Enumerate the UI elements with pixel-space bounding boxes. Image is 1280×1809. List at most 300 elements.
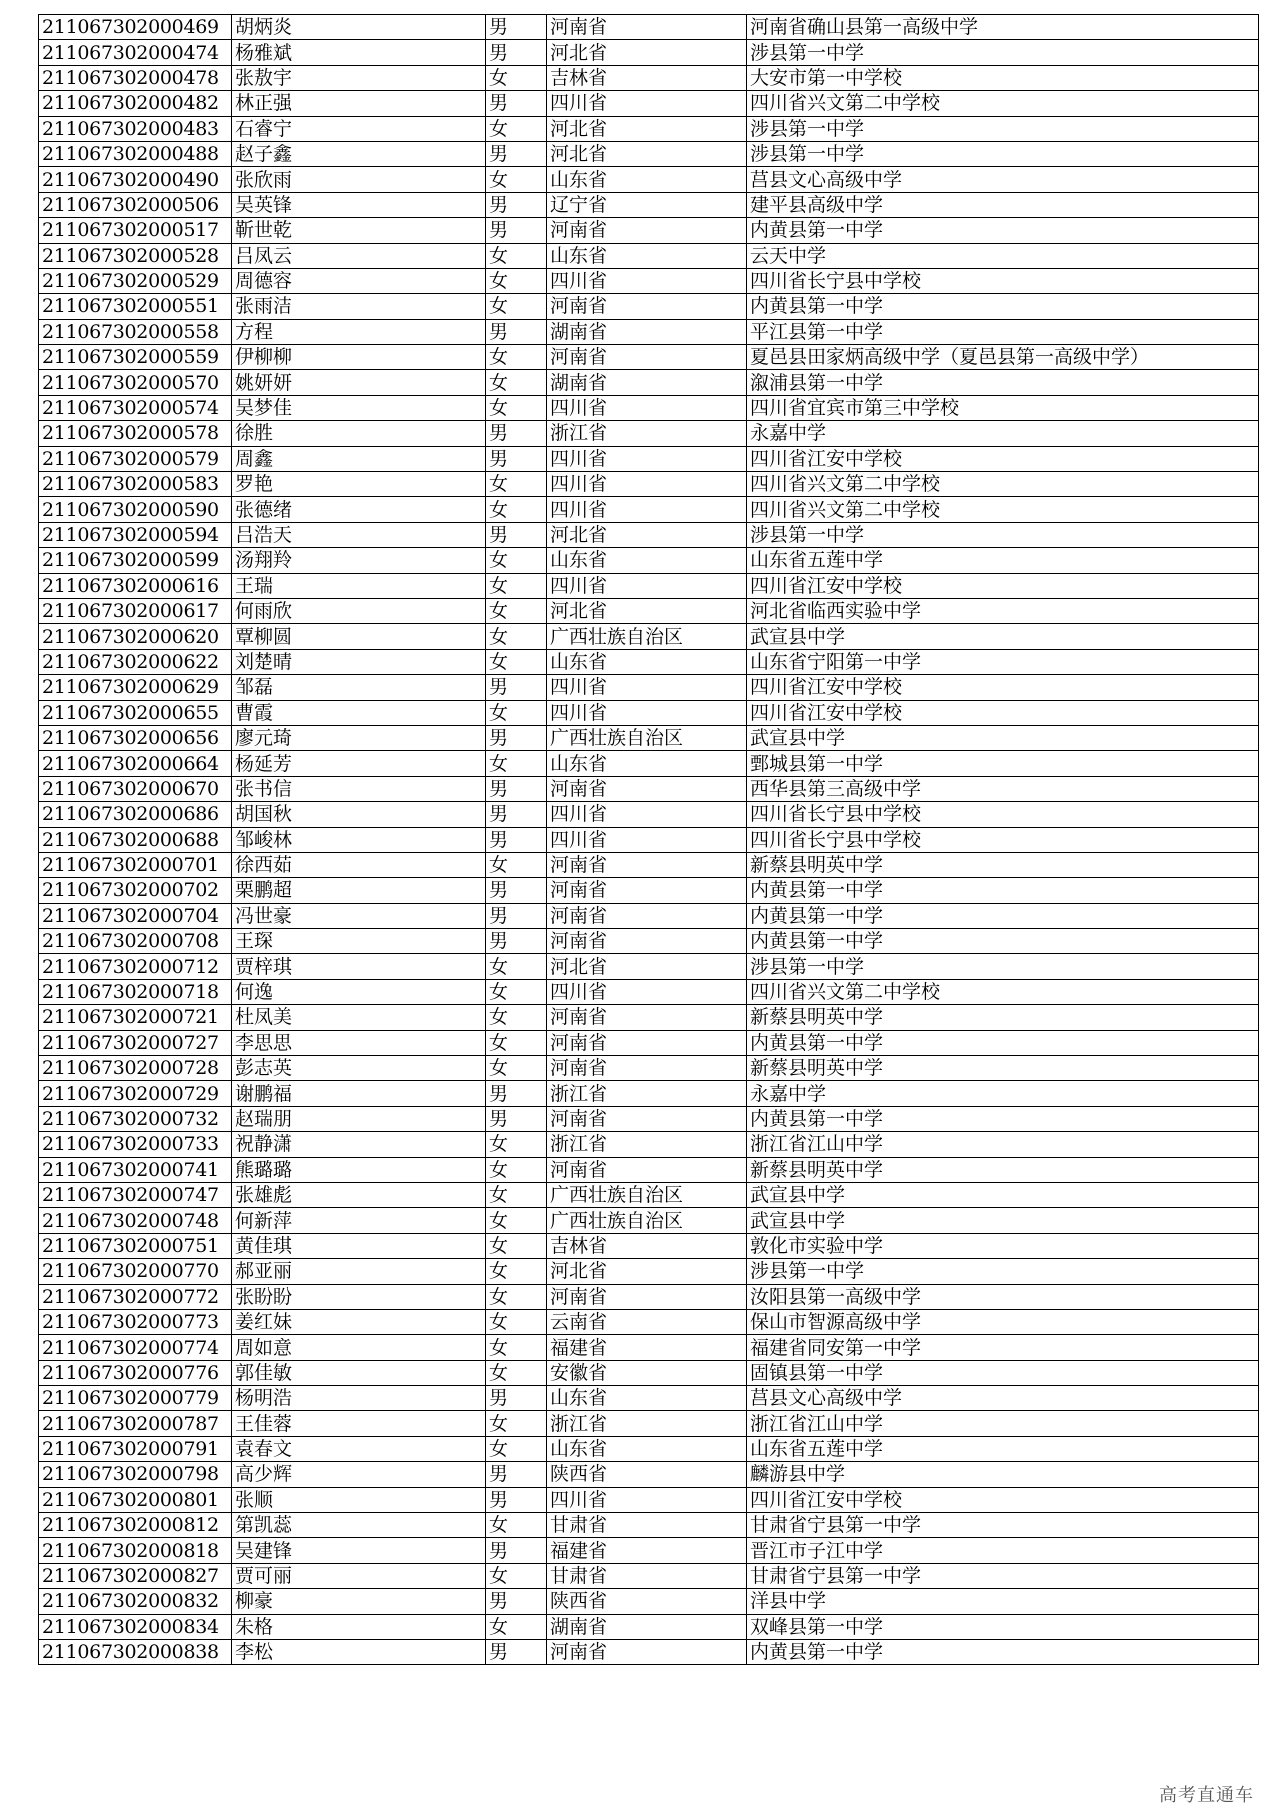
table-row: [39, 1487, 1259, 1512]
student-id-cell: 211067302000574: [39, 395, 232, 420]
school-cell: 四川省长宁县中学校: [747, 827, 1259, 852]
gender-cell: 男: [486, 192, 547, 217]
student-id-cell: 211067302000529: [39, 268, 232, 293]
school-cell: 四川省兴文第二中学校: [747, 472, 1259, 497]
name-cell: 袁春文: [232, 1436, 486, 1461]
student-id-cell: 211067302000559: [39, 345, 232, 370]
name-cell: 郭佳敏: [232, 1360, 486, 1385]
table-row: [39, 776, 1259, 801]
table-row: [39, 522, 1259, 547]
table-row: [39, 1589, 1259, 1614]
table-row: [39, 954, 1259, 979]
student-id-cell: 211067302000718: [39, 979, 232, 1004]
gender-cell: 男: [486, 218, 547, 243]
table-row: [39, 929, 1259, 954]
student-id-cell: 211067302000791: [39, 1436, 232, 1461]
gender-cell: 女: [486, 345, 547, 370]
student-id-cell: 211067302000773: [39, 1309, 232, 1334]
school-cell: 永嘉中学: [747, 1081, 1259, 1106]
school-cell: 四川省兴文第二中学校: [747, 497, 1259, 522]
name-cell: 柳豪: [232, 1589, 486, 1614]
student-id-cell: 211067302000741: [39, 1157, 232, 1182]
name-cell: 杨延芳: [232, 751, 486, 776]
gender-cell: 女: [486, 979, 547, 1004]
school-cell: 平江县第一中学: [747, 319, 1259, 344]
student-id-cell: 211067302000594: [39, 522, 232, 547]
name-cell: 第凯蕊: [232, 1513, 486, 1538]
school-cell: 汝阳县第一高级中学: [747, 1284, 1259, 1309]
province-cell: 河南省: [547, 15, 747, 40]
gender-cell: 女: [486, 472, 547, 497]
table-row: [39, 1462, 1259, 1487]
gender-cell: 女: [486, 624, 547, 649]
name-cell: 彭志英: [232, 1056, 486, 1081]
school-cell: 内黄县第一中学: [747, 929, 1259, 954]
gender-cell: 女: [486, 1309, 547, 1334]
name-cell: 林正强: [232, 91, 486, 116]
gender-cell: 女: [486, 598, 547, 623]
name-cell: 杜凤美: [232, 1005, 486, 1030]
school-cell: 四川省长宁县中学校: [747, 268, 1259, 293]
province-cell: 河南省: [547, 776, 747, 801]
province-cell: 四川省: [547, 472, 747, 497]
student-id-cell: 211067302000629: [39, 675, 232, 700]
gender-cell: 男: [486, 1081, 547, 1106]
table-row: [39, 1309, 1259, 1334]
table-row: [39, 192, 1259, 217]
table-row: [39, 141, 1259, 166]
school-cell: 内黄县第一中学: [747, 1106, 1259, 1131]
province-cell: 四川省: [547, 573, 747, 598]
province-cell: 河北省: [547, 116, 747, 141]
table-row: [39, 40, 1259, 65]
table-row: [39, 1640, 1259, 1665]
school-cell: 山东省五莲中学: [747, 548, 1259, 573]
gender-cell: 女: [486, 1614, 547, 1639]
province-cell: 四川省: [547, 700, 747, 725]
school-cell: 甘肃省宁县第一中学: [747, 1563, 1259, 1588]
province-cell: 云南省: [547, 1309, 747, 1334]
gender-cell: 女: [486, 116, 547, 141]
student-id-cell: 211067302000832: [39, 1589, 232, 1614]
table-row: [39, 1030, 1259, 1055]
student-id-cell: 211067302000748: [39, 1208, 232, 1233]
gender-cell: 女: [486, 1208, 547, 1233]
province-cell: 浙江省: [547, 421, 747, 446]
province-cell: 河南省: [547, 903, 747, 928]
gender-cell: 男: [486, 522, 547, 547]
student-id-cell: 211067302000827: [39, 1563, 232, 1588]
school-cell: 四川省兴文第二中学校: [747, 979, 1259, 1004]
name-cell: 汤翔羚: [232, 548, 486, 573]
student-id-cell: 211067302000779: [39, 1386, 232, 1411]
school-cell: 涉县第一中学: [747, 1259, 1259, 1284]
province-cell: 河北省: [547, 954, 747, 979]
name-cell: 杨明浩: [232, 1386, 486, 1411]
gender-cell: 女: [486, 1513, 547, 1538]
table-row: [39, 497, 1259, 522]
student-id-cell: 211067302000488: [39, 141, 232, 166]
school-cell: 河南省确山县第一高级中学: [747, 15, 1259, 40]
province-cell: 河南省: [547, 1640, 747, 1665]
student-id-cell: 211067302000733: [39, 1132, 232, 1157]
province-cell: 四川省: [547, 827, 747, 852]
province-cell: 四川省: [547, 91, 747, 116]
province-cell: 福建省: [547, 1335, 747, 1360]
province-cell: 辽宁省: [547, 192, 747, 217]
gender-cell: 男: [486, 903, 547, 928]
school-cell: 双峰县第一中学: [747, 1614, 1259, 1639]
school-cell: 大安市第一中学校: [747, 65, 1259, 90]
table-row: [39, 1614, 1259, 1639]
school-cell: 四川省江安中学校: [747, 675, 1259, 700]
province-cell: 山东省: [547, 649, 747, 674]
name-cell: 罗艳: [232, 472, 486, 497]
student-id-cell: 211067302000490: [39, 167, 232, 192]
province-cell: 山东省: [547, 167, 747, 192]
school-cell: 四川省长宁县中学校: [747, 802, 1259, 827]
province-cell: 广西壮族自治区: [547, 1182, 747, 1207]
province-cell: 河北省: [547, 1259, 747, 1284]
province-cell: 浙江省: [547, 1132, 747, 1157]
student-id-cell: 211067302000708: [39, 929, 232, 954]
province-cell: 四川省: [547, 446, 747, 471]
student-id-cell: 211067302000617: [39, 598, 232, 623]
name-cell: 胡炳炎: [232, 15, 486, 40]
province-cell: 吉林省: [547, 65, 747, 90]
province-cell: 河南省: [547, 345, 747, 370]
table-row: [39, 15, 1259, 40]
name-cell: 覃柳圆: [232, 624, 486, 649]
student-id-cell: 211067302000798: [39, 1462, 232, 1487]
gender-cell: 女: [486, 243, 547, 268]
province-cell: 四川省: [547, 979, 747, 1004]
province-cell: 湖南省: [547, 370, 747, 395]
school-cell: 涉县第一中学: [747, 116, 1259, 141]
student-id-cell: 211067302000774: [39, 1335, 232, 1360]
school-cell: 云天中学: [747, 243, 1259, 268]
name-cell: 朱格: [232, 1614, 486, 1639]
province-cell: 广西壮族自治区: [547, 624, 747, 649]
student-id-cell: 211067302000751: [39, 1233, 232, 1258]
school-cell: 甘肃省宁县第一中学: [747, 1513, 1259, 1538]
student-id-cell: 211067302000701: [39, 852, 232, 877]
student-id-cell: 211067302000506: [39, 192, 232, 217]
student-id-cell: 211067302000787: [39, 1411, 232, 1436]
student-id-cell: 211067302000656: [39, 725, 232, 750]
table-row: [39, 65, 1259, 90]
student-id-cell: 211067302000812: [39, 1513, 232, 1538]
province-cell: 四川省: [547, 1487, 747, 1512]
province-cell: 湖南省: [547, 1614, 747, 1639]
gender-cell: 男: [486, 878, 547, 903]
table-row: [39, 370, 1259, 395]
school-cell: 山东省宁阳第一中学: [747, 649, 1259, 674]
school-cell: 夏邑县田家炳高级中学（夏邑县第一高级中学）: [747, 345, 1259, 370]
province-cell: 河南省: [547, 1030, 747, 1055]
name-cell: 吴建锋: [232, 1538, 486, 1563]
name-cell: 方程: [232, 319, 486, 344]
table-row: [39, 446, 1259, 471]
province-cell: 四川省: [547, 802, 747, 827]
name-cell: 黄佳琪: [232, 1233, 486, 1258]
table-row: [39, 700, 1259, 725]
school-cell: 鄄城县第一中学: [747, 751, 1259, 776]
name-cell: 廖元琦: [232, 725, 486, 750]
student-id-cell: 211067302000622: [39, 649, 232, 674]
gender-cell: 女: [486, 1436, 547, 1461]
school-cell: 浙江省江山中学: [747, 1411, 1259, 1436]
table-row: [39, 472, 1259, 497]
province-cell: 河北省: [547, 40, 747, 65]
table-row: [39, 1513, 1259, 1538]
school-cell: 西华县第三高级中学: [747, 776, 1259, 801]
name-cell: 邹磊: [232, 675, 486, 700]
table-row: [39, 852, 1259, 877]
table-row: [39, 1284, 1259, 1309]
gender-cell: 女: [486, 294, 547, 319]
name-cell: 伊柳柳: [232, 345, 486, 370]
province-cell: 河南省: [547, 1005, 747, 1030]
gender-cell: 男: [486, 675, 547, 700]
school-cell: 麟游县中学: [747, 1462, 1259, 1487]
gender-cell: 女: [486, 1056, 547, 1081]
student-id-cell: 211067302000704: [39, 903, 232, 928]
name-cell: 何逸: [232, 979, 486, 1004]
student-id-cell: 211067302000478: [39, 65, 232, 90]
table-row: [39, 624, 1259, 649]
student-id-cell: 211067302000818: [39, 1538, 232, 1563]
gender-cell: 男: [486, 421, 547, 446]
province-cell: 河北省: [547, 141, 747, 166]
province-cell: 山东省: [547, 548, 747, 573]
gender-cell: 女: [486, 1411, 547, 1436]
student-id-cell: 211067302000590: [39, 497, 232, 522]
province-cell: 广西壮族自治区: [547, 725, 747, 750]
student-id-cell: 211067302000579: [39, 446, 232, 471]
gender-cell: 男: [486, 1589, 547, 1614]
name-cell: 刘楚晴: [232, 649, 486, 674]
gender-cell: 女: [486, 1132, 547, 1157]
table-row: [39, 421, 1259, 446]
gender-cell: 女: [486, 573, 547, 598]
student-id-cell: 211067302000686: [39, 802, 232, 827]
name-cell: 高少辉: [232, 1462, 486, 1487]
table-row: [39, 1335, 1259, 1360]
gender-cell: 男: [486, 802, 547, 827]
name-cell: 冯世豪: [232, 903, 486, 928]
province-cell: 河南省: [547, 878, 747, 903]
gender-cell: 女: [486, 65, 547, 90]
table-row: [39, 903, 1259, 928]
school-cell: 新蔡县明英中学: [747, 1157, 1259, 1182]
gender-cell: 男: [486, 91, 547, 116]
name-cell: 张盼盼: [232, 1284, 486, 1309]
table-row: [39, 878, 1259, 903]
name-cell: 张雨洁: [232, 294, 486, 319]
gender-cell: 男: [486, 319, 547, 344]
school-cell: 涉县第一中学: [747, 40, 1259, 65]
table-row: [39, 827, 1259, 852]
gender-cell: 男: [486, 1386, 547, 1411]
table-row: [39, 1056, 1259, 1081]
province-cell: 甘肃省: [547, 1563, 747, 1588]
name-cell: 曹霞: [232, 700, 486, 725]
student-id-cell: 211067302000838: [39, 1640, 232, 1665]
student-id-cell: 211067302000712: [39, 954, 232, 979]
name-cell: 姜红妹: [232, 1309, 486, 1334]
table-row: [39, 751, 1259, 776]
gender-cell: 女: [486, 395, 547, 420]
gender-cell: 男: [486, 1538, 547, 1563]
table-row: [39, 1411, 1259, 1436]
school-cell: 涉县第一中学: [747, 141, 1259, 166]
student-id-cell: 211067302000721: [39, 1005, 232, 1030]
province-cell: 四川省: [547, 675, 747, 700]
gender-cell: 女: [486, 852, 547, 877]
table-row: [39, 675, 1259, 700]
gender-cell: 女: [486, 1233, 547, 1258]
name-cell: 胡国秋: [232, 802, 486, 827]
gender-cell: 女: [486, 167, 547, 192]
school-cell: 溆浦县第一中学: [747, 370, 1259, 395]
table-row: [39, 598, 1259, 623]
province-cell: 陕西省: [547, 1589, 747, 1614]
watermark: 高考直通车: [1159, 1785, 1254, 1806]
name-cell: 张敖宇: [232, 65, 486, 90]
school-cell: 建平县高级中学: [747, 192, 1259, 217]
gender-cell: 男: [486, 141, 547, 166]
province-cell: 河南省: [547, 852, 747, 877]
name-cell: 熊璐璐: [232, 1157, 486, 1182]
name-cell: 周鑫: [232, 446, 486, 471]
table-row: [39, 268, 1259, 293]
province-cell: 广西壮族自治区: [547, 1208, 747, 1233]
school-cell: 武宣县中学: [747, 725, 1259, 750]
school-cell: 武宣县中学: [747, 1208, 1259, 1233]
name-cell: 赵瑞朋: [232, 1106, 486, 1131]
school-cell: 四川省兴文第二中学校: [747, 91, 1259, 116]
student-id-cell: 211067302000776: [39, 1360, 232, 1385]
student-id-cell: 211067302000599: [39, 548, 232, 573]
student-id-cell: 211067302000728: [39, 1056, 232, 1081]
name-cell: 张书信: [232, 776, 486, 801]
gender-cell: 女: [486, 1259, 547, 1284]
gender-cell: 男: [486, 929, 547, 954]
name-cell: 姚妍妍: [232, 370, 486, 395]
school-cell: 内黄县第一中学: [747, 903, 1259, 928]
gender-cell: 女: [486, 370, 547, 395]
province-cell: 安徽省: [547, 1360, 747, 1385]
name-cell: 王佳蓉: [232, 1411, 486, 1436]
student-id-cell: 211067302000474: [39, 40, 232, 65]
province-cell: 河北省: [547, 598, 747, 623]
gender-cell: 女: [486, 1563, 547, 1588]
gender-cell: 男: [486, 446, 547, 471]
school-cell: 武宣县中学: [747, 624, 1259, 649]
table-row: [39, 345, 1259, 370]
table-row: [39, 725, 1259, 750]
table-row: [39, 1106, 1259, 1131]
student-id-cell: 211067302000469: [39, 15, 232, 40]
student-id-cell: 211067302000570: [39, 370, 232, 395]
name-cell: 周德容: [232, 268, 486, 293]
student-id-cell: 211067302000517: [39, 218, 232, 243]
table-row: [39, 91, 1259, 116]
table-row: [39, 1436, 1259, 1461]
school-cell: 晋江市子江中学: [747, 1538, 1259, 1563]
gender-cell: 女: [486, 1157, 547, 1182]
student-id-cell: 211067302000727: [39, 1030, 232, 1055]
table-row: [39, 395, 1259, 420]
name-cell: 吕凤云: [232, 243, 486, 268]
province-cell: 河南省: [547, 1056, 747, 1081]
province-cell: 河南省: [547, 1284, 747, 1309]
gender-cell: 女: [486, 649, 547, 674]
province-cell: 四川省: [547, 395, 747, 420]
table-row: [39, 548, 1259, 573]
name-cell: 贾梓琪: [232, 954, 486, 979]
province-cell: 山东省: [547, 751, 747, 776]
name-cell: 靳世乾: [232, 218, 486, 243]
gender-cell: 男: [486, 1640, 547, 1665]
school-cell: 四川省江安中学校: [747, 700, 1259, 725]
name-cell: 祝静潇: [232, 1132, 486, 1157]
school-cell: 洋县中学: [747, 1589, 1259, 1614]
table-row: [39, 1182, 1259, 1207]
name-cell: 何雨欣: [232, 598, 486, 623]
school-cell: 新蔡县明英中学: [747, 1005, 1259, 1030]
school-cell: 河北省临西实验中学: [747, 598, 1259, 623]
name-cell: 吕浩天: [232, 522, 486, 547]
school-cell: 涉县第一中学: [747, 522, 1259, 547]
gender-cell: 女: [486, 1360, 547, 1385]
name-cell: 贾可丽: [232, 1563, 486, 1588]
province-cell: 河南省: [547, 294, 747, 319]
student-id-cell: 211067302000732: [39, 1106, 232, 1131]
name-cell: 谢鹏福: [232, 1081, 486, 1106]
table-row: [39, 218, 1259, 243]
gender-cell: 男: [486, 725, 547, 750]
school-cell: 福建省同安第一中学: [747, 1335, 1259, 1360]
province-cell: 山东省: [547, 1386, 747, 1411]
student-id-cell: 211067302000729: [39, 1081, 232, 1106]
school-cell: 莒县文心高级中学: [747, 1386, 1259, 1411]
school-cell: 涉县第一中学: [747, 954, 1259, 979]
table-row: [39, 979, 1259, 1004]
province-cell: 山东省: [547, 243, 747, 268]
name-cell: 吴英锋: [232, 192, 486, 217]
student-id-cell: 211067302000551: [39, 294, 232, 319]
school-cell: 新蔡县明英中学: [747, 852, 1259, 877]
school-cell: 内黄县第一中学: [747, 878, 1259, 903]
student-id-cell: 211067302000664: [39, 751, 232, 776]
province-cell: 浙江省: [547, 1081, 747, 1106]
school-cell: 四川省江安中学校: [747, 573, 1259, 598]
table-row: [39, 294, 1259, 319]
table-row: [39, 1081, 1259, 1106]
school-cell: 永嘉中学: [747, 421, 1259, 446]
gender-cell: 女: [486, 700, 547, 725]
gender-cell: 男: [486, 15, 547, 40]
school-cell: 保山市智源高级中学: [747, 1309, 1259, 1334]
table-row: [39, 1132, 1259, 1157]
table-row: [39, 1259, 1259, 1284]
student-id-cell: 211067302000528: [39, 243, 232, 268]
table-row: [39, 1233, 1259, 1258]
student-id-cell: 211067302000483: [39, 116, 232, 141]
gender-cell: 女: [486, 548, 547, 573]
